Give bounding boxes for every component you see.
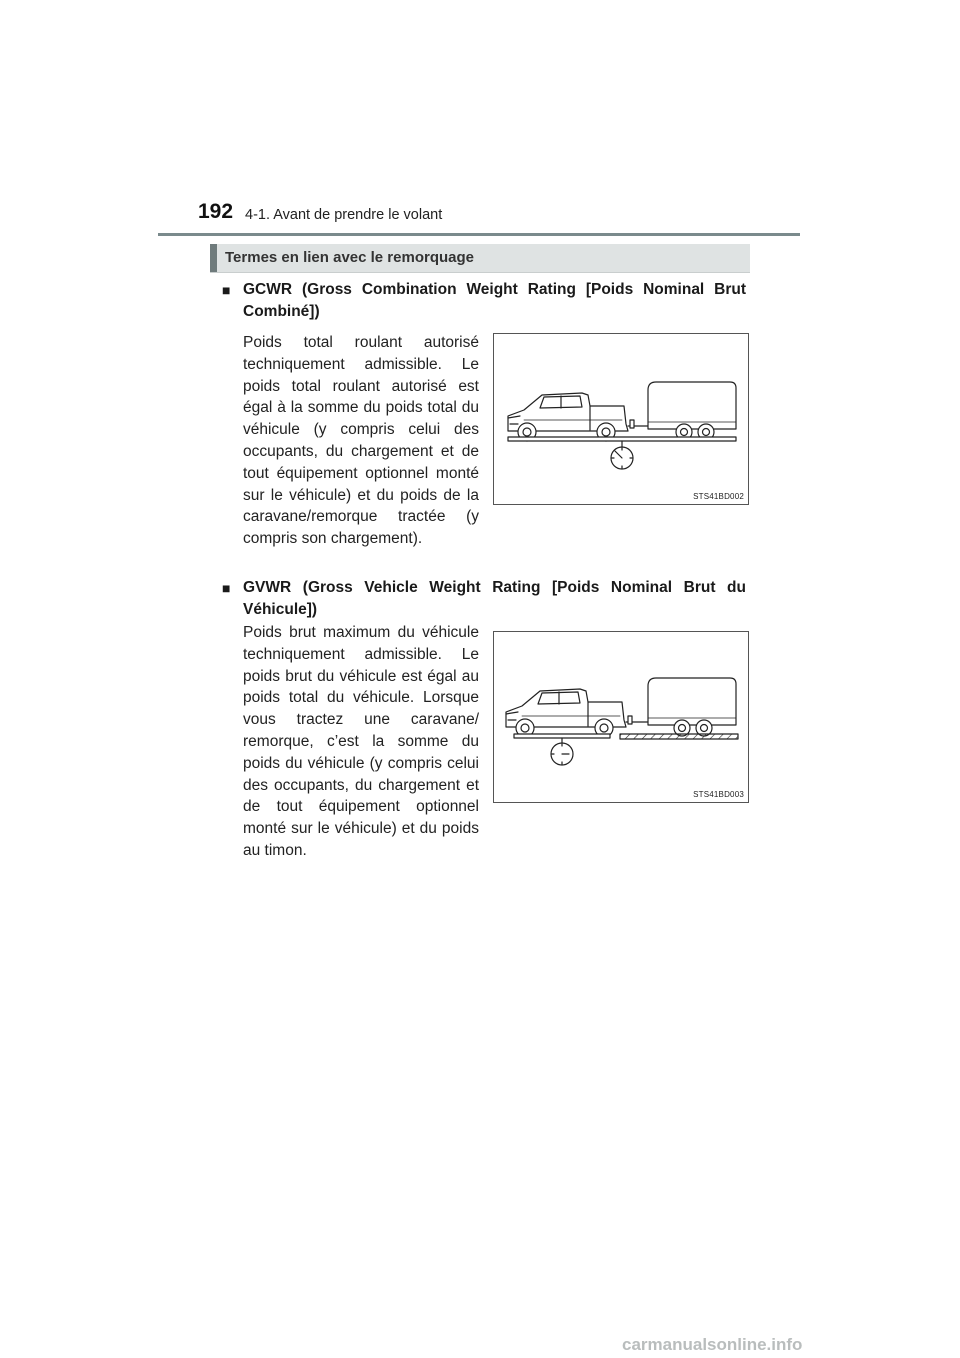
square-bullet-icon: ■ bbox=[222, 580, 231, 596]
watermark: carmanualsonline.info bbox=[622, 1335, 803, 1354]
header-divider bbox=[158, 233, 800, 236]
term-heading-gcwr bbox=[222, 279, 746, 323]
term-body-gvwr: Poids brut maximum du véhicule techniquement admissible. Le poids brut du véhicule est égal au poids total du véhicule. Lorsque vous tractez une caravane/ remorque, c’est la somme du poids du véhicule (y compris celui des occupants, du chargement et de tout équipement optionnel monté sur le véhicule) et du poids au timon. bbox=[243, 624, 479, 859]
truck-on-scale-trailer-off-scale-illustration bbox=[494, 632, 750, 804]
term-heading-text: GCWR (Gross Combination Weight Rating [Poids Nominal Brut Combiné]) bbox=[243, 281, 746, 320]
term-body-gcwr: Poids total roulant autorisé techniquement admissible. Le poids total roulant autorisé est égal à la somme du poids total du véhicule (y compris celui des occupants, du chargement et de tout équipement optionnel monté sur le véhicule) et du poids de la caravane/remorque tractée (y compris son chargement). bbox=[243, 334, 479, 548]
square-bullet-icon: ■ bbox=[222, 282, 231, 298]
figure-gvwr bbox=[493, 631, 749, 803]
term-heading-text: GVWR (Gross Vehicle Weight Rating [Poids Nominal Brut du Véhicule]) bbox=[243, 579, 746, 618]
truck-trailer-on-scale-illustration bbox=[494, 334, 750, 506]
term-heading-gvwr bbox=[222, 577, 746, 621]
figure-gcwr bbox=[493, 333, 749, 505]
section-header bbox=[210, 244, 750, 273]
chapter-title: 4-1. Avant de prendre le volant bbox=[245, 207, 443, 223]
section-title: Termes en lien avec le remorquage bbox=[225, 249, 475, 266]
page-number: 192 bbox=[198, 200, 234, 223]
figure-code: STS41BD002 bbox=[693, 492, 744, 501]
section-accent bbox=[210, 244, 217, 272]
figure-code: STS41BD003 bbox=[693, 790, 744, 799]
